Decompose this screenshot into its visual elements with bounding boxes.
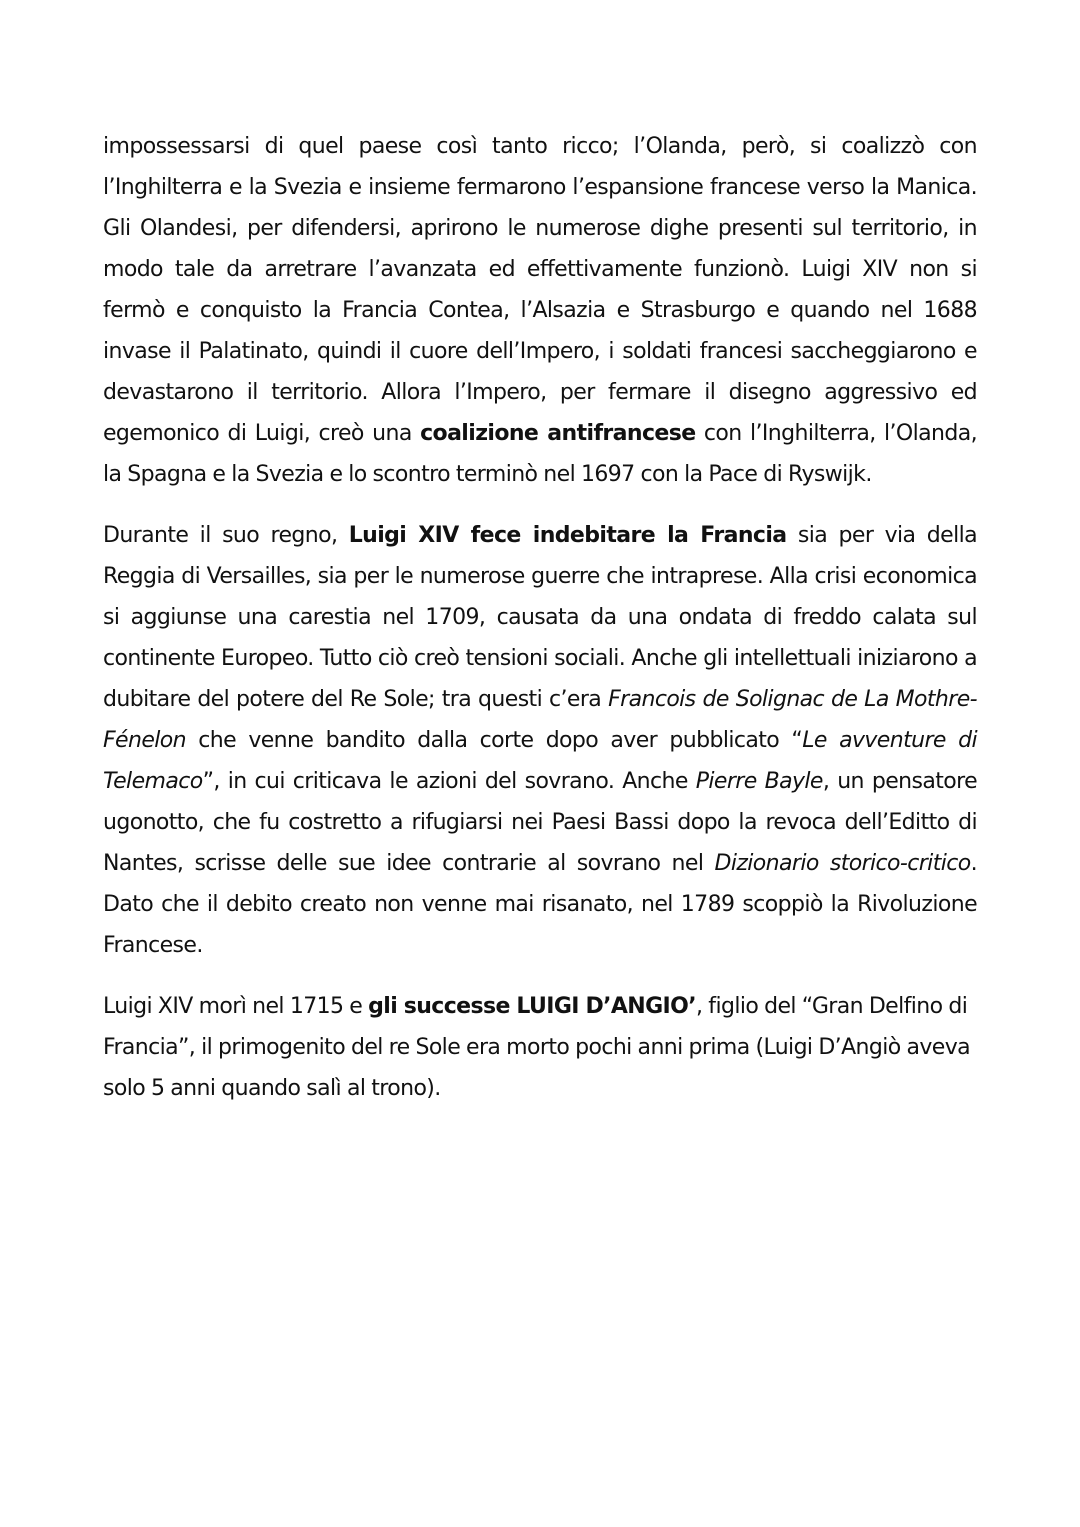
text-run: . Dato che il debito creato non venne mai risanato, nel 1789 scoppiò la Rivoluzione Francese. [103,851,977,958]
italic-run: Francois de Solignac de La Mothre-Fénelon [103,687,977,753]
italic-run: Dizionario storico-critico [714,851,971,876]
text-run: , un pensatore ugonotto, che fu costretto a rifugiarsi nei Paesi Bassi dopo la revoca dell’Editto di Nantes, scrisse delle sue idee contrarie al sovrano nel [103,769,977,876]
text-run: , figlio del “Gran Delfino di Francia”, il primogenito del re Sole era morto pochi anni prima (Luigi D’Angiò aveva solo 5 anni quando salì al trono). [103,994,971,1101]
text-run: che venne bandito dalla corte dopo aver pubblicato “ [185,728,803,753]
bold-run: gli successe LUIGI D’ANGIO’ [368,994,697,1019]
document-page [103,126,977,1129]
bold-run: coalizione antifrancese [420,421,696,446]
text-run: ”, in cui criticava le azioni del sovrano. Anche [202,769,696,794]
text-run: sia per via della Reggia di Versailles, sia per le numerose guerre che intraprese. Alla crisi economica si aggiunse una carestia nel 1709, causata da una ondata di freddo calata sul continente Europeo. Tutto ciò creò tensioni sociali. Anche gli intellettuali iniziarono a dubitare del potere del Re Sole; tra questi c’era [103,523,978,712]
text-run: Luigi XIV morì nel 1715 e [103,994,369,1019]
text-run: Durante il suo regno, [103,523,349,548]
text-run: impossessarsi di quel paese così tanto ricco; l’Olanda, però, si coalizzò con l’Inghilterra e la Svezia e insieme fermarono l’espansione francese verso la Manica. Gli Olandesi, per difendersi, aprirono le numerose dighe presenti sul territorio, in modo tale da arretrare l’avanzata ed effettivamente funzionò. Luigi XIV non si fermò e conquisto la Francia Contea, l’Alsazia e Strasburgo e quando nel 1688 invase il Palatinato, quindi il cuore dell’Impero, i soldati francesi saccheggiarono e devastarono il territorio. Allora l’Impero, per fermare il disegno aggressivo ed egemonico di Luigi, creò una [103,134,977,446]
paragraph-succession [103,986,977,1109]
italic-run: Le avventure di Telemaco [103,728,977,794]
text-run: con l’Inghilterra, l’Olanda, la Spagna e la Svezia e lo scontro terminò nel 1697 con la Pace di Ryswijk. [103,421,977,487]
bold-run: Luigi XIV fece indebitare la Francia [348,523,787,548]
paragraph-debt [103,515,977,966]
paragraph-dutch-war [103,126,977,495]
italic-run: Pierre Bayle [695,769,823,794]
